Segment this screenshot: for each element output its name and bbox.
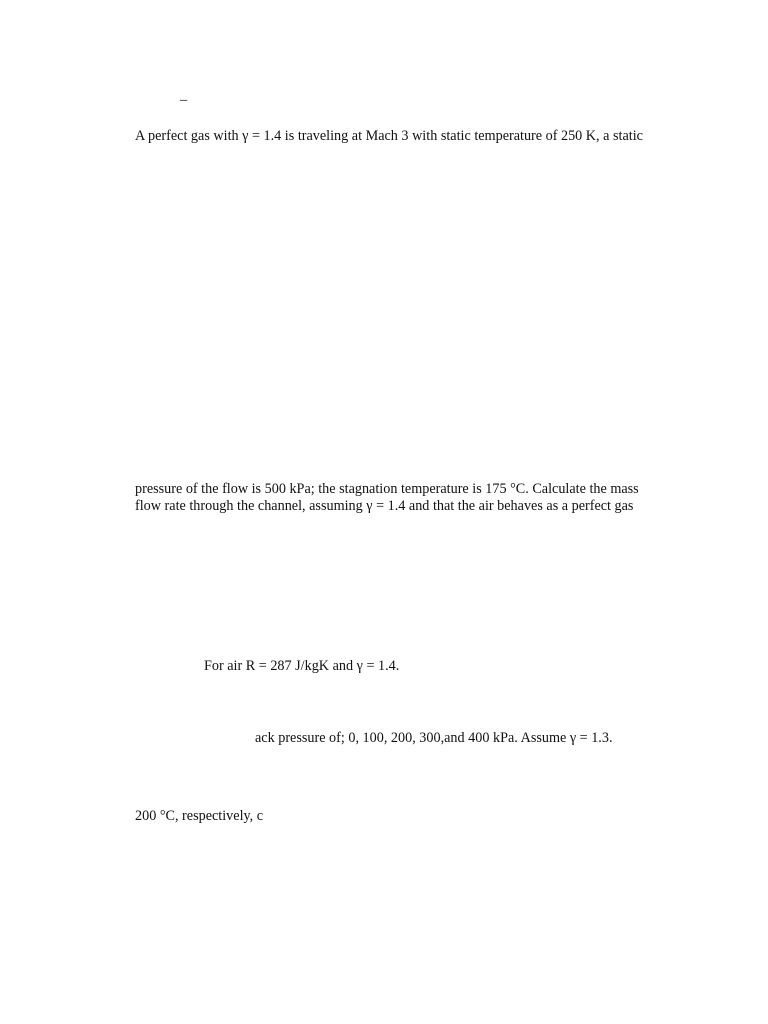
text-line-air-constant: For air R = 287 J/kgK and γ = 1.4. xyxy=(204,658,400,674)
text-line-mass-flow: flow rate through the channel, assuming γ = 1.4 and that the air behaves as a perfect gas xyxy=(135,498,634,514)
text-line-back-pressure: ack pressure of; 0, 100, 200, 300,and 400 kPa. Assume γ = 1.3. xyxy=(255,730,613,746)
text-line-perfect-gas: A perfect gas with γ = 1.4 is traveling at Mach 3 with static temperature of 250 K, a static xyxy=(135,128,643,144)
dash-mark: – xyxy=(180,92,188,108)
text-line-temperature: 200 °C, respectively, c xyxy=(135,808,264,824)
text-line-static-pressure: pressure of the flow is 500 kPa; the stagnation temperature is 175 °C. Calculate the mass xyxy=(135,481,639,497)
